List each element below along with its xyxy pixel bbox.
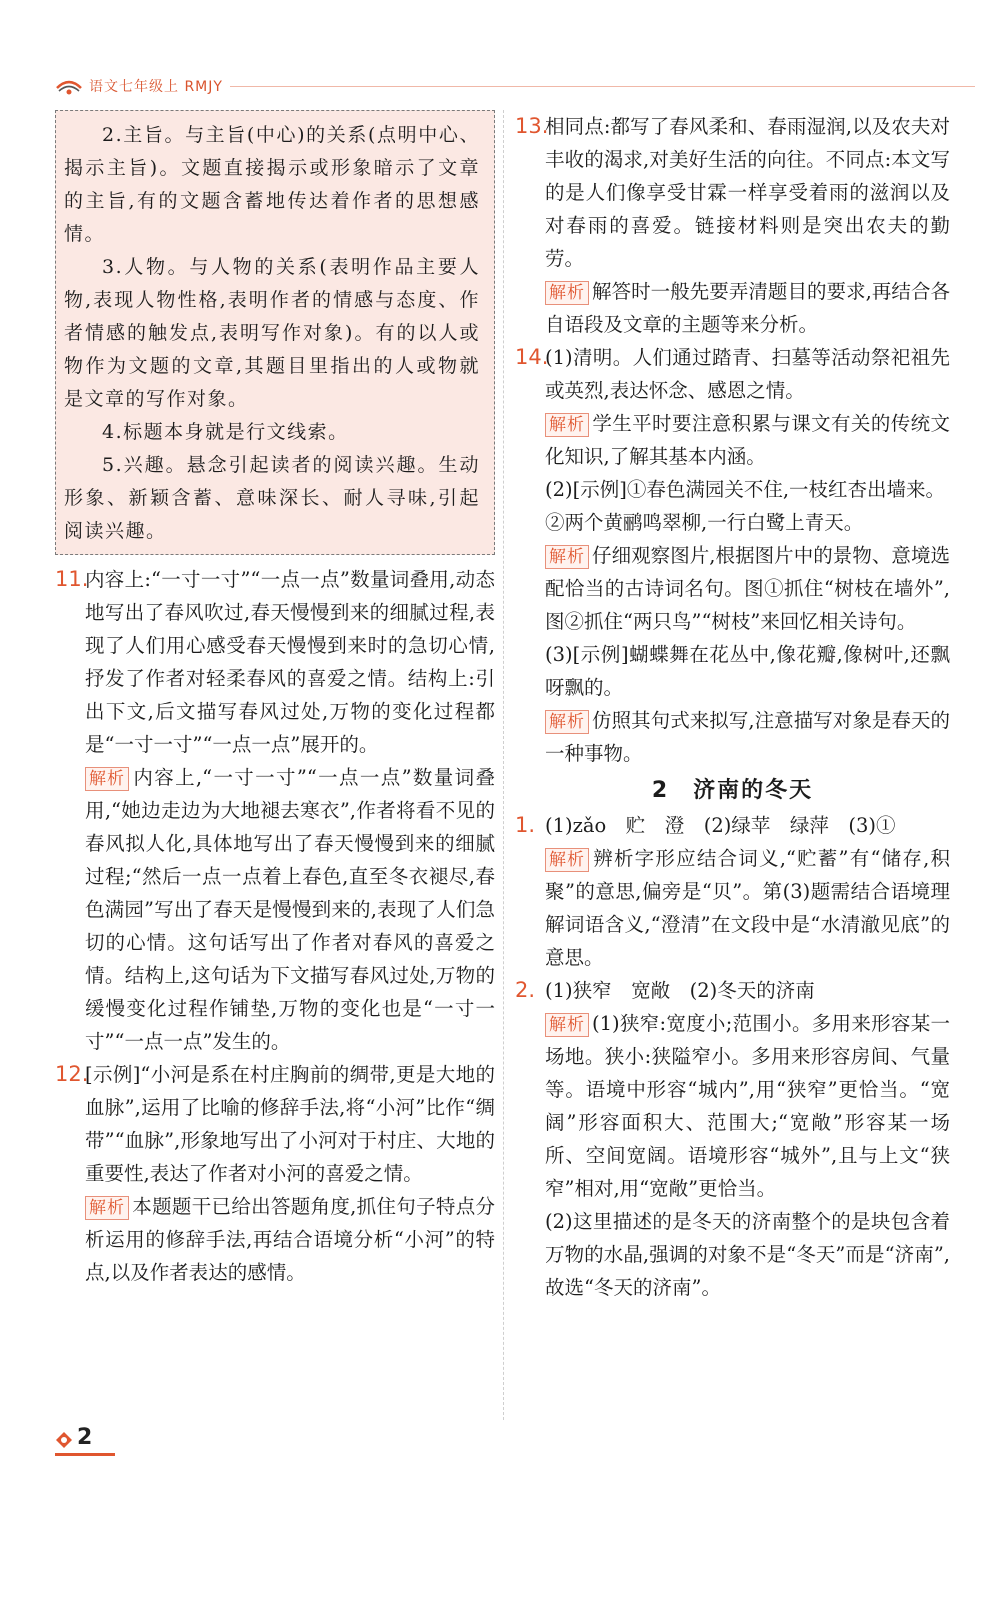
- analysis-paragraph: [545, 704, 950, 770]
- answer-item-12: [55, 1058, 495, 1289]
- analysis-tag: 解析: [545, 545, 589, 569]
- page-number: [55, 1425, 115, 1461]
- answer-item-13: [515, 110, 950, 341]
- analysis-tag: 解析: [545, 848, 589, 872]
- note-paragraph: 5.兴趣。悬念引起读者的阅读兴趣。生动形象、新颖含蓄、意味深长、耐人寻味,引起阅读兴趣。: [64, 454, 480, 542]
- book-title: 语文七年级上 RMJY: [89, 79, 223, 95]
- answer-text: (1)zǎo 贮 澄 (2)绿苹 绿萍 (3)①: [545, 814, 896, 837]
- page-number-text: 2: [77, 1425, 93, 1450]
- analysis-text: 解答时一般先要弄清题目的要求,再结合各自语段及文章的主题等来分析。: [545, 280, 950, 336]
- column-divider: [503, 110, 504, 1420]
- note-paragraph: 3.人物。与人物的关系(表明作品主要人物,表现人物性格,表明作者的情感与态度、作者情感的触发点,表明写作对象)。有的以人或物作为文题的文章,其题目里指出的人或物就是文章的写作对象。: [64, 256, 480, 410]
- page-badge-icon: [55, 1431, 73, 1449]
- answer-item-s2: [515, 974, 950, 1304]
- answer-text: (3)[示例]蝴蝶舞在花丛中,像花瓣,像树叶,还飘呀飘的。: [545, 643, 950, 699]
- answer-text: (2)[示例]①春色满园关不住,一枝红杏出墙来。: [545, 478, 946, 501]
- question-number: 13.: [515, 114, 549, 138]
- analysis-text: 仔细观察图片,根据图片中的景物、意境选配恰当的古诗词名句。图①抓住“树枝在墙外”,图②抓住“两只鸟”“树枝”来回忆相关诗句。: [545, 544, 950, 633]
- question-number: 2.: [515, 978, 536, 1002]
- answer-item-11: [55, 563, 495, 1058]
- header-rule: [230, 86, 975, 87]
- left-column: [55, 110, 495, 1289]
- analysis-text: 学生平时要注意积累与课文有关的传统文化知识,了解其基本内涵。: [545, 412, 950, 468]
- answer-item-14: [515, 341, 950, 770]
- section-title: 2 济南的冬天: [651, 778, 814, 803]
- analysis-paragraph: [545, 275, 950, 341]
- analysis-tag: 解析: [545, 281, 589, 305]
- analysis-paragraph: [85, 761, 495, 1058]
- page-header: [55, 74, 975, 104]
- answer-text: (1)狭窄 宽敞 (2)冬天的济南: [545, 979, 815, 1002]
- analysis-text: (1)狭窄:宽度小;范围小。多用来形容某一场地。狭小:狭隘窄小。多用来形容房间、气量等。语境中形容“城内”,用“狭窄”更恰当。“宽阔”形容面积大、范围大;“宽敞”形容某一场所、空间宽阔。语境形容“城外”,且与上文“狭窄”相对,用“宽敞”更恰当。: [545, 1012, 950, 1200]
- analysis-paragraph: [545, 407, 950, 473]
- analysis-paragraph: [545, 1007, 950, 1205]
- analysis-text: (2)这里描述的是冬天的济南整个的是块包含着万物的水晶,强调的对象不是“冬天”而是“济南”,故选“冬天的济南”。: [545, 1210, 950, 1299]
- question-number: 11.: [55, 567, 89, 591]
- question-number: 12.: [55, 1062, 89, 1086]
- right-column: [515, 110, 950, 1304]
- analysis-paragraph: [85, 1190, 495, 1289]
- answer-text: 内容上:“一寸一寸”“一点一点”数量词叠用,动态地写出了春风吹过,春天慢慢到来的细腻过程,表现了人们用心感受春天慢慢到来时的急切心情,抒发了作者对轻柔春风的喜爱之情。结构上:引出下文,后文描写春风过处,万物的变化过程都是“一寸一寸”“一点一点”展开的。: [85, 568, 495, 756]
- analysis-text: 内容上,“一寸一寸”“一点一点”数量词叠用,“她边走边为大地褪去寒衣”,作者将看不见的春风拟人化,具体地写出了春天慢慢到来的细腻过程;“然后一点一点着上春色,直至冬衣褪尽,春色满园”写出了春天是慢慢到来的,表现了人们急切的心情。这句话写出了作者对春风的喜爱之情。结构上,这句话为下文描写春风过处,万物的缓慢变化过程作铺垫,万物的变化也是“一寸一寸”“一点一点”发生的。: [85, 766, 495, 1053]
- note-paragraph: 4.标题本身就是行文线索。: [102, 421, 349, 443]
- answer-item-s1: [515, 809, 950, 974]
- answer-text: 相同点:都写了春风柔和、春雨湿润,以及农夫对丰收的渴求,对美好生活的向往。不同点:本文写的是人们像享受甘霖一样享受着雨的滋润以及对春雨的喜爱。链接材料则是突出农夫的勤劳。: [545, 115, 950, 270]
- analysis-text: 辨析字形应结合词义,“贮蓄”有“储存,积聚”的意思,偏旁是“贝”。第(3)题需结合语境理解词语含义,“澄清”在文段中是“水清澈见底”的意思。: [545, 847, 950, 969]
- question-number: 14.: [515, 345, 549, 369]
- analysis-tag: 解析: [545, 1013, 589, 1037]
- question-number: 1.: [515, 813, 536, 837]
- answer-text: (1)清明。人们通过踏青、扫墓等活动祭祀祖先或英烈,表达怀念、感恩之情。: [545, 346, 950, 402]
- book-logo-icon: [55, 74, 83, 96]
- analysis-text: 仿照其句式来拟写,注意描写对象是春天的一种事物。: [545, 709, 950, 765]
- analysis-paragraph: [545, 539, 950, 638]
- answer-text: ②两个黄鹂鸣翠柳,一行白鹭上青天。: [545, 511, 864, 534]
- analysis-tag: 解析: [545, 413, 589, 437]
- answer-text: [示例]“小河是系在村庄胸前的绸带,更是大地的血脉”,运用了比喻的修辞手法,将“小河”比作“绸带”“血脉”,形象地写出了小河对于村庄、大地的重要性,表达了作者对小河的喜爱之情。: [85, 1063, 495, 1185]
- note-paragraph: 2.主旨。与主旨(中心)的关系(点明中心、揭示主旨)。文题直接揭示或形象暗示了文章的主旨,有的文题含蓄地传达着作者的思想感情。: [64, 124, 480, 245]
- analysis-tag: 解析: [85, 1196, 129, 1220]
- analysis-text: 本题题干已给出答题角度,抓住句子特点分析运用的修辞手法,再结合语境分析“小河”的特点,以及作者表达的感情。: [85, 1195, 495, 1284]
- analysis-tag: 解析: [545, 710, 589, 734]
- page-number-underline: [55, 1453, 115, 1456]
- note-box: [55, 110, 495, 555]
- analysis-paragraph: [545, 842, 950, 974]
- analysis-tag: 解析: [85, 767, 129, 791]
